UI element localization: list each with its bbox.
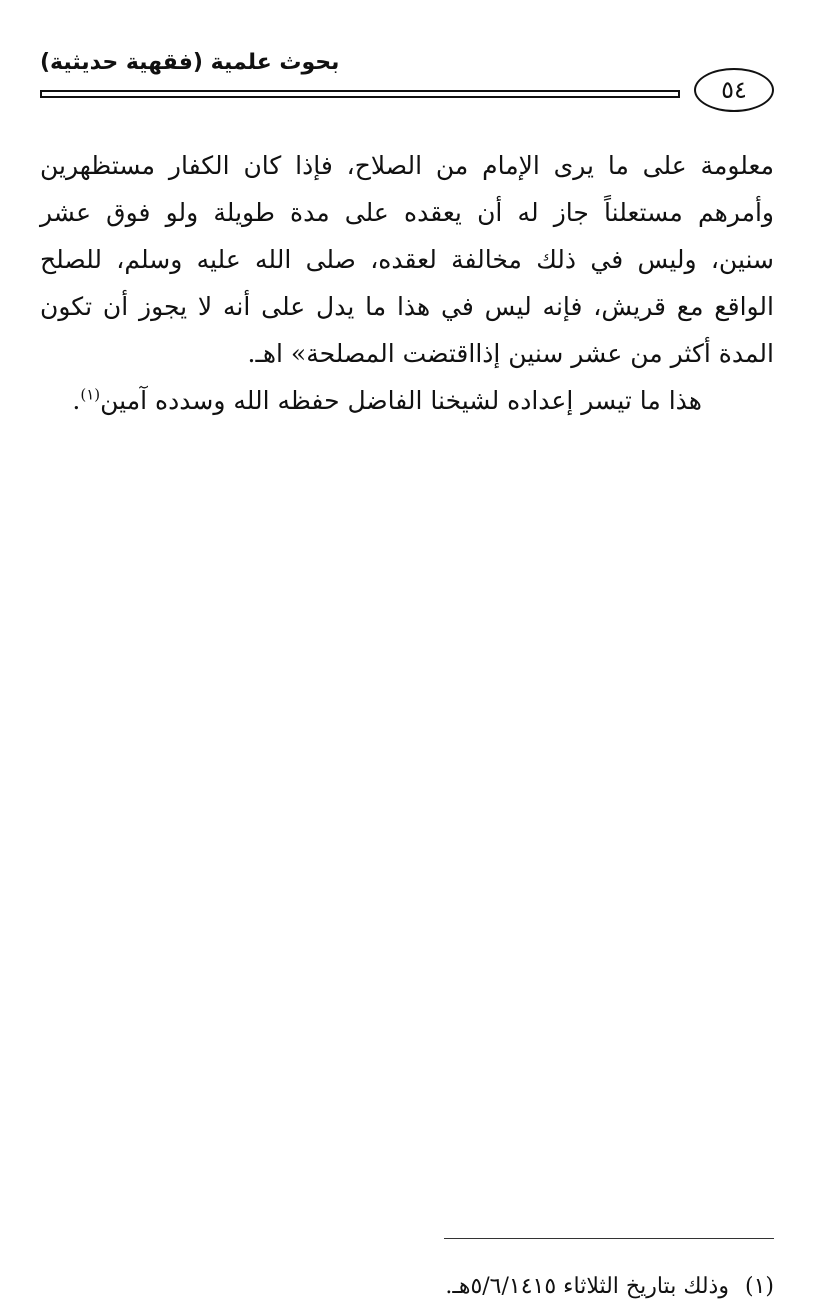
body-line: معلومة على ما يرى الإمام من الصلاح، فإذا كان الكفار مستظهرين	[40, 151, 774, 180]
header-rule	[40, 90, 680, 98]
closing-text: هذا ما تيسر إعداده لشيخنا الفاضل حفظه الله وسدده آمين	[100, 386, 702, 415]
footnote-separator	[444, 1238, 774, 1239]
closing-line	[40, 377, 774, 424]
footnote-number: (١)	[744, 1274, 774, 1299]
page-number: ٥٤	[694, 68, 774, 112]
body-text	[40, 142, 774, 424]
body-line: وأمرهم مستعلناً جاز له أن يعقده على مدة طويلة ولو فوق عشر	[40, 198, 774, 227]
footnote-reference[interactable]: (١)	[80, 385, 101, 404]
running-title: بحوث علمية (فقهية حديثية)	[40, 50, 340, 75]
body-line: المدة أكثر من عشر سنين إذااقتضت المصلحة» اهـ.	[247, 339, 774, 368]
footnote	[300, 1270, 774, 1304]
body-line: سنين، وليس في ذلك مخالفة لعقده، صلى الله عليه وسلم، للصلح	[40, 245, 774, 274]
body-line: الواقع مع قريش، فإنه ليس في هذا ما يدل على أنه لا يجوز أن تكون	[40, 292, 774, 321]
footnote-text: وذلك بتاريخ الثلاثاء ٥/٦/١٤١٥هـ.	[445, 1274, 729, 1299]
closing-period: .	[72, 386, 81, 415]
